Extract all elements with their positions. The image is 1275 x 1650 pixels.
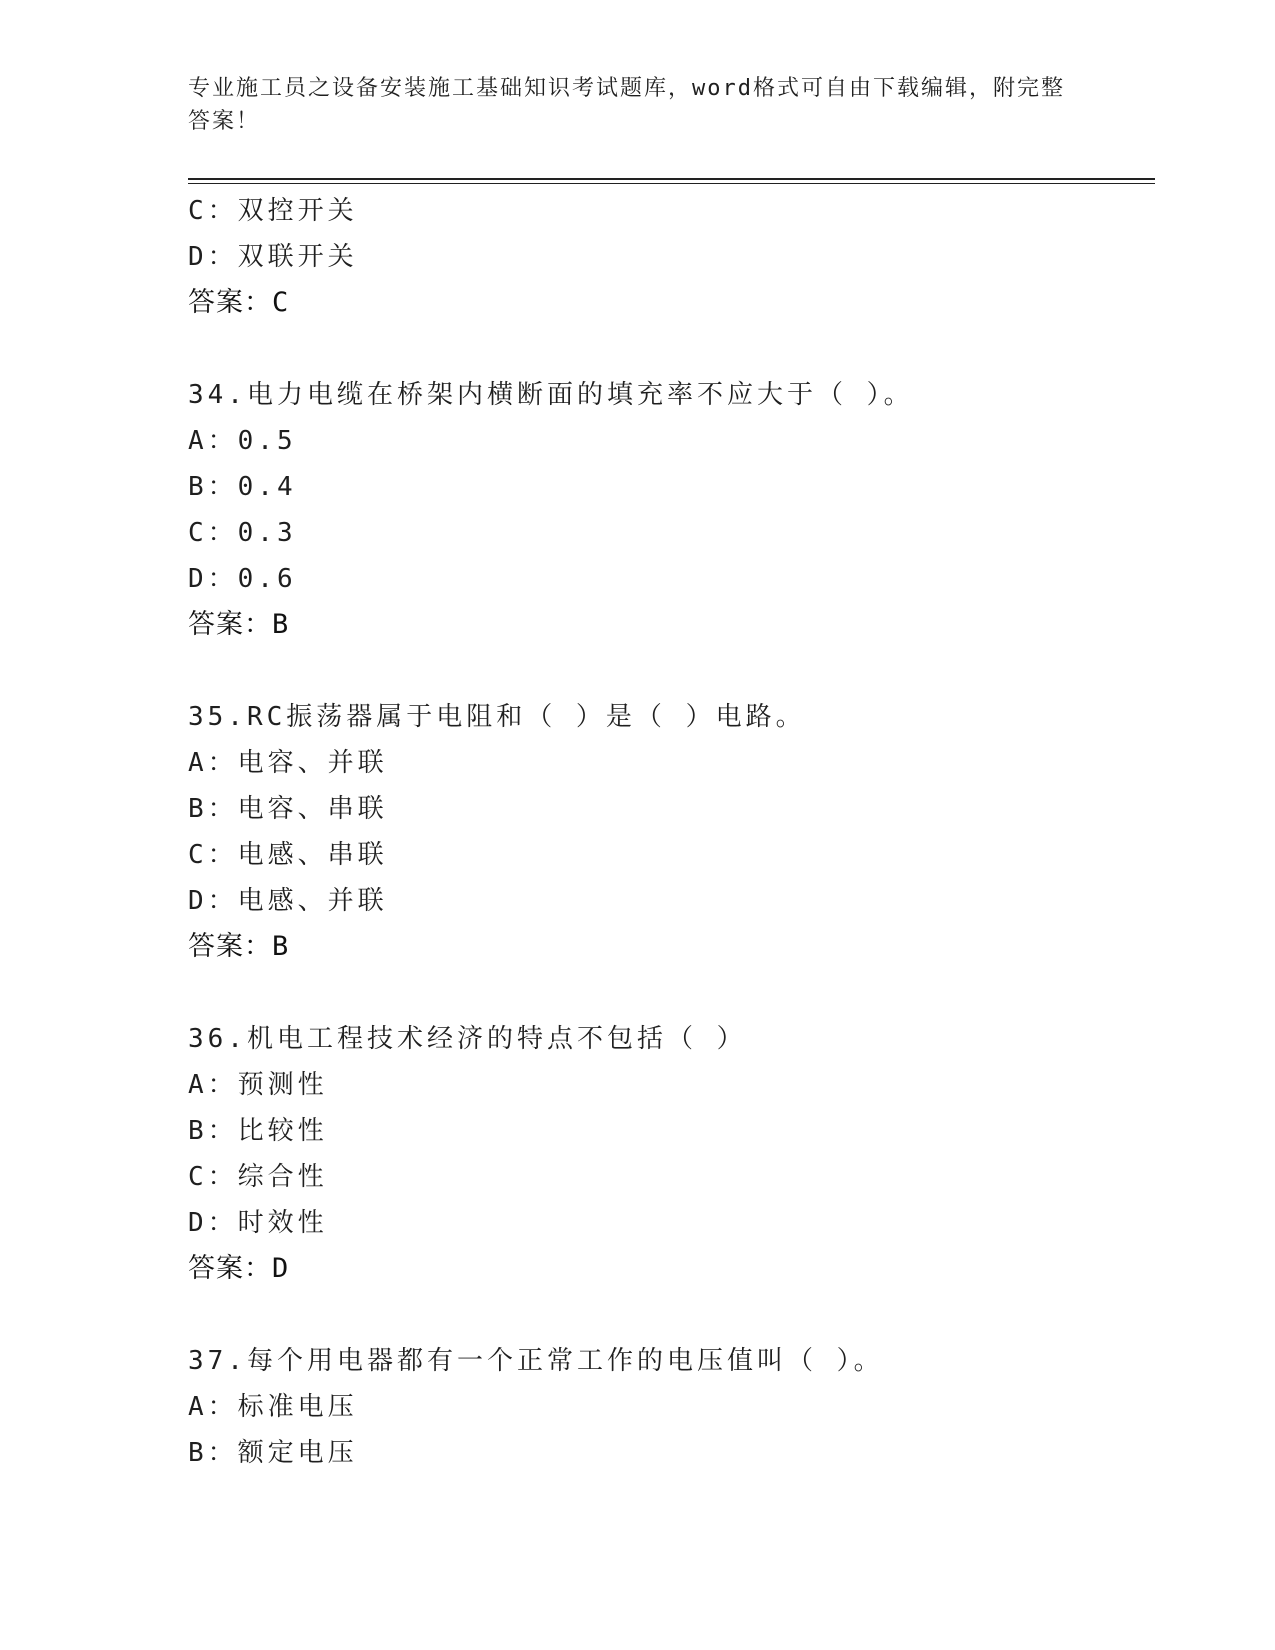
option-a: A：预测性 [188,1070,328,1100]
option-d: D：电感、并联 [188,886,388,916]
question-35 [188,694,1148,970]
option-b: B：0.4 [188,472,297,502]
question-text: 36.机电工程技术经济的特点不包括（ ） [188,1024,747,1054]
question-list [188,188,1148,1476]
option-c: C：双控开关 [188,196,358,226]
option-b: B：额定电压 [188,1438,358,1468]
question-34 [188,372,1148,648]
answer-line: 答案：B [188,609,290,640]
answer-line: 答案：C [188,287,290,318]
option-c: C：综合性 [188,1162,328,1192]
option-b: B：比较性 [188,1116,328,1146]
option-d: D：双联开关 [188,242,358,272]
header-divider [188,178,1155,184]
question-33-continuation [188,188,1148,326]
answer-line: 答案：B [188,931,290,962]
question-text: 35.RC振荡器属于电阻和（ ）是（ ）电路。 [188,702,806,732]
page-header-title: 专业施工员之设备安装施工基础知识考试题库，word格式可自由下载编辑，附完整答案！ [188,76,1065,134]
option-d: D：0.6 [188,564,297,594]
option-a: A：0.5 [188,426,297,456]
question-36 [188,1016,1148,1292]
option-a: A：标准电压 [188,1392,358,1422]
question-text: 34.电力电缆在桥架内横断面的填充率不应大于（ ）。 [188,380,914,410]
option-c: C：电感、串联 [188,840,388,870]
option-a: A：电容、并联 [188,748,388,778]
option-d: D：时效性 [188,1208,328,1238]
option-b: B：电容、串联 [188,794,388,824]
question-37 [188,1338,1148,1476]
option-c: C：0.3 [188,518,297,548]
question-text: 37.每个用电器都有一个正常工作的电压值叫（ ）。 [188,1346,884,1376]
answer-line: 答案：D [188,1253,290,1284]
